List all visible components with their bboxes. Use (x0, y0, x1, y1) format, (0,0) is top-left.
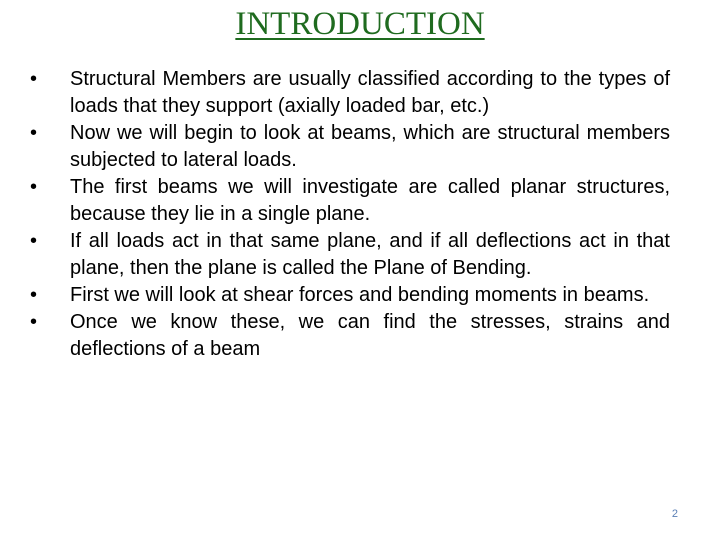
bullet-item (30, 174, 670, 228)
bullet-item (30, 228, 670, 282)
bullet-item (30, 309, 670, 363)
page-number: 2 (671, 508, 678, 520)
bullet-item (30, 66, 670, 120)
slide-title: INTRODUCTION (235, 6, 485, 42)
bullet-text: If all loads act in that same plane, and if all deflections act in that plane, then the plane is called the Plane of Bending. (70, 230, 670, 279)
bullet-list (30, 66, 670, 363)
bullet-text: The first beams we will investigate are called planar structures, because they lie in a single plane. (70, 176, 670, 225)
bullet-text: Structural Members are usually classified according to the types of loads that they support (axially loaded bar, etc.) (70, 68, 670, 117)
bullet-dot-icon: • (30, 68, 38, 90)
bullet-text: Now we will begin to look at beams, which are structural members subjected to lateral loads. (70, 122, 670, 171)
bullet-dot-icon: • (30, 176, 38, 198)
bullet-item (30, 120, 670, 174)
bullet-dot-icon: • (30, 311, 38, 333)
bullet-item (30, 282, 670, 309)
bullet-dot-icon: • (30, 284, 38, 306)
bullet-dot-icon: • (30, 230, 38, 252)
bullet-dot-icon: • (30, 122, 38, 144)
bullet-text: First we will look at shear forces and bending moments in beams. (70, 284, 650, 306)
bullet-text: Once we know these, we can find the stresses, strains and deflections of a beam (70, 311, 670, 360)
